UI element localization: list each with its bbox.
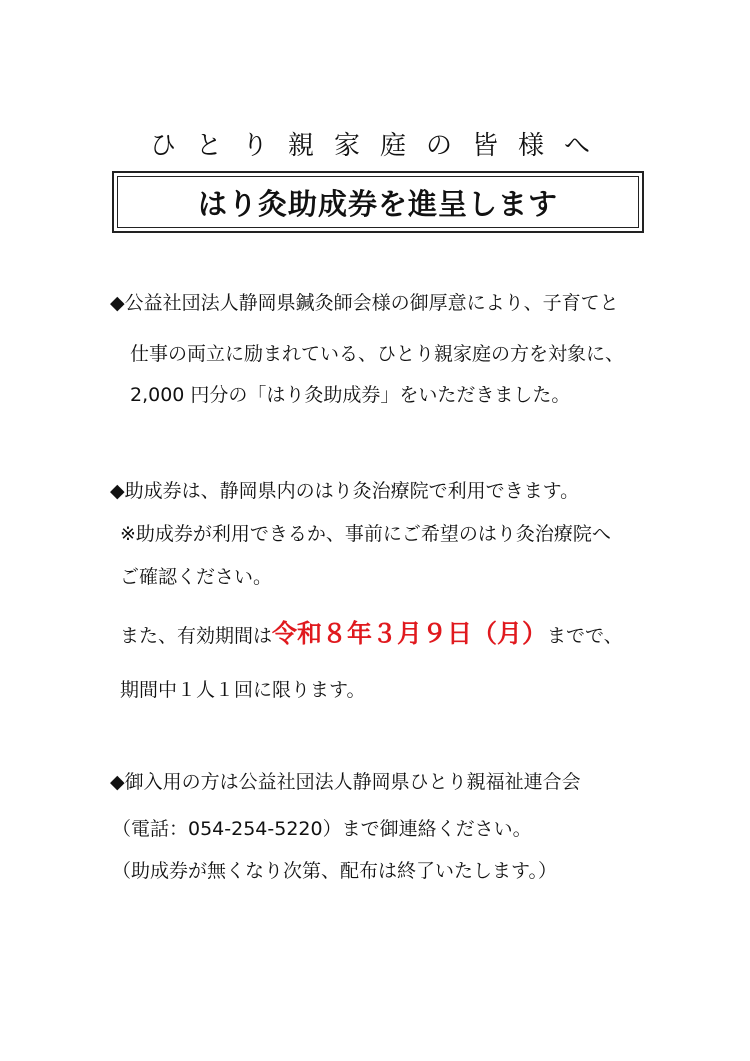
- validity-date-highlight: 令和８年３月９日（月）: [272, 619, 548, 648]
- usage-note-line-1: ※助成券が利用できるか、事前にご希望のはり灸治療院へ: [120, 523, 611, 545]
- page-subtitle: ひとり親家庭の皆様へ: [149, 131, 610, 161]
- title-box: [112, 171, 644, 233]
- contact-note-line: （助成券が無くなり次第、配布は終了いたします。）: [112, 860, 557, 882]
- limit-line: 期間中１人１回に限ります。: [120, 679, 366, 701]
- page-title: はり灸助成券を進呈します: [197, 186, 558, 221]
- title-inner-frame: [117, 176, 639, 228]
- offer-line-1: ◆公益社団法人静岡県鍼灸師会様の御厚意により、子育てと: [110, 292, 619, 314]
- validity-text-before: また、有効期間は: [120, 625, 273, 647]
- offer-line-2: 仕事の両立に励まれている、ひとり親家庭の方を対象に、: [130, 343, 625, 365]
- offer-line-3: 2,000 円分の「はり灸助成券」をいただきました。: [130, 384, 571, 406]
- usage-note-line-2: ご確認ください。: [120, 566, 273, 588]
- validity-text-after: までで、: [547, 625, 623, 647]
- contact-line-1: ◆御入用の方は公益社団法人静岡県ひとり親福祉連合会: [110, 771, 581, 793]
- usage-line-1: ◆助成券は、静岡県内のはり灸治療院で利用できます。: [110, 480, 580, 502]
- contact-phone-line: （電話：054-254-5220）まで御連絡ください。: [112, 818, 532, 840]
- validity-line: [120, 617, 623, 653]
